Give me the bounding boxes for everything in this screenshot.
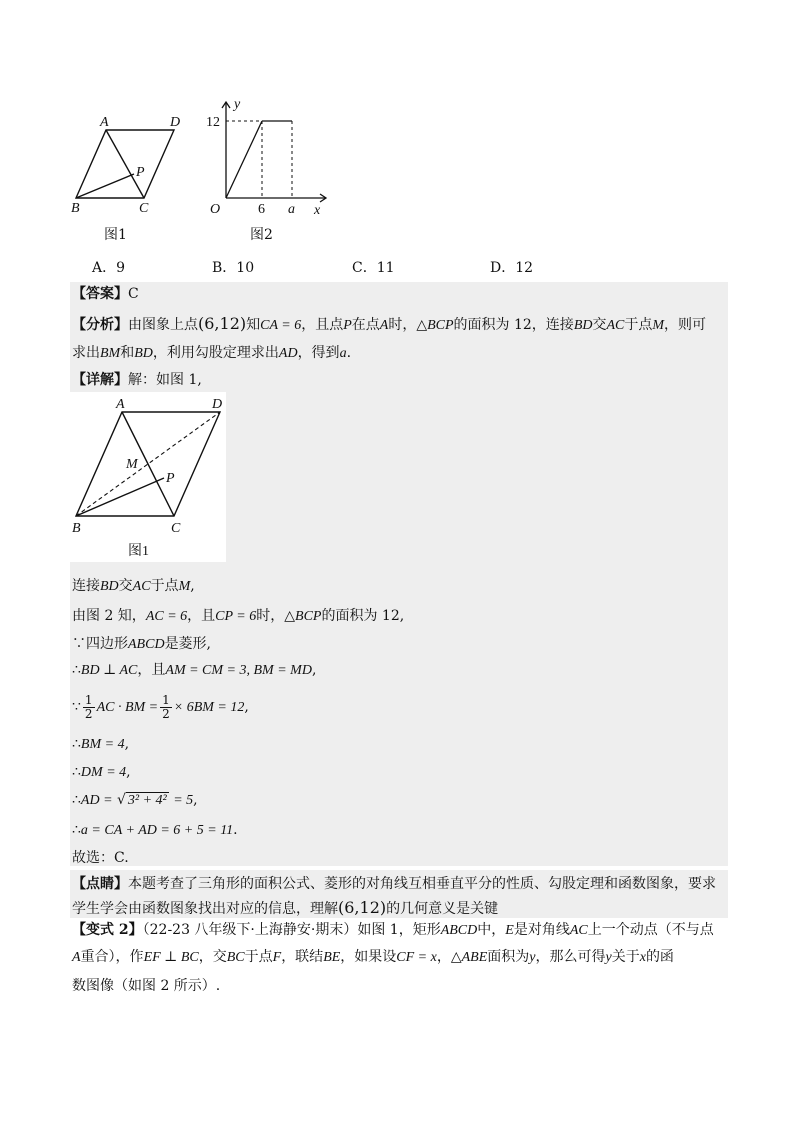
comment-line-1: 【点睛】本题考查了三角形的面积公式、菱形的对角线互相垂直平分的性质、勾股定理和函数图象，要求 <box>72 876 716 892</box>
analysis-line-2: 求出BM和BD，利用勾股定理求出AD，得到a. <box>72 345 352 361</box>
option-d[interactable]: D．12 <box>490 260 534 276</box>
label-B: B <box>72 521 81 536</box>
tick-a: a <box>288 202 295 217</box>
step-7: ∴DM = 4, <box>72 764 131 780</box>
comment-line-2: 学生学会由函数图象找出对应的信息，理解(6,12)的几何意义是关键 <box>72 898 499 917</box>
tick-6: 6 <box>258 202 265 217</box>
step-6: ∴BM = 4, <box>72 736 130 752</box>
step-1: 连接BD交AC于点M, <box>72 578 195 594</box>
variant-line-3: 数图像（如图 2 所示）. <box>72 978 221 994</box>
label-C: C <box>171 521 181 536</box>
option-a[interactable]: A．9 <box>92 260 126 276</box>
step-9: ∴a = CA + AD = 6 + 5 = 11. <box>72 822 238 838</box>
step-2: 由图 2 知，AC = 6，且CP = 6时，△BCP的面积为 12, <box>72 608 405 624</box>
variant-line-2: A重合），作EF ⊥ BC，交BC于点F，联结BE，如果设CF = x，△ABE面积为y，那么可得y关于x的函 <box>72 949 674 965</box>
axis-y-label: y <box>234 97 241 112</box>
option-b[interactable]: B．10 <box>212 260 255 276</box>
step-10: 故选：C. <box>72 850 129 866</box>
rhombus-figure-1 <box>66 112 186 216</box>
step-4: ∴BD ⊥ AC，且AM = CM = 3, BM = MD, <box>72 662 317 678</box>
origin-label: O <box>210 202 221 217</box>
option-c[interactable]: C．11 <box>352 260 395 276</box>
sqrt-sign: √ <box>116 792 126 808</box>
label-P: P <box>166 471 175 486</box>
answer-line: 【答案】C <box>72 286 139 302</box>
label-A: A <box>100 115 109 130</box>
detail-line: 【详解】解：如图 1, <box>72 372 202 388</box>
label-P: P <box>136 165 145 180</box>
tick-12: 12 <box>206 115 220 130</box>
label-B: B <box>71 201 80 216</box>
step-3: ∵四边形ABCD是菱形, <box>72 636 212 652</box>
analysis-line-1: 【分析】由图象上点(6,12)知CA = 6，且点P在点A时，△BCP的面积为 12，连接BD交AC于点M，则可 <box>72 314 707 333</box>
label-D: D <box>212 397 223 412</box>
figure-caption: 图1 <box>128 544 149 559</box>
label-C: C <box>139 201 149 216</box>
step-8: ∴AD = √ 3² + 4² = 5, <box>72 792 198 808</box>
figure-2-caption: 图2 <box>250 227 273 243</box>
figure-1-caption: 图1 <box>104 227 127 243</box>
label-A: A <box>116 397 125 412</box>
step-5: ∵ $\frac{1}{2}$ AC · BM = $\frac{1}{2}$ × 6BM = 12, <box>72 692 249 721</box>
variant-line-1: 【变式 2】（22-23 八年级下·上海静安·期末）如图 1，矩形ABCD中，E是对角线AC上一个动点（不与点 <box>72 922 714 938</box>
graph-figure-2 <box>196 94 336 218</box>
axis-x-label: x <box>314 203 321 218</box>
label-D: D <box>170 115 181 130</box>
rhombus-figure-1-detail <box>70 392 226 562</box>
label-M: M <box>126 457 138 472</box>
